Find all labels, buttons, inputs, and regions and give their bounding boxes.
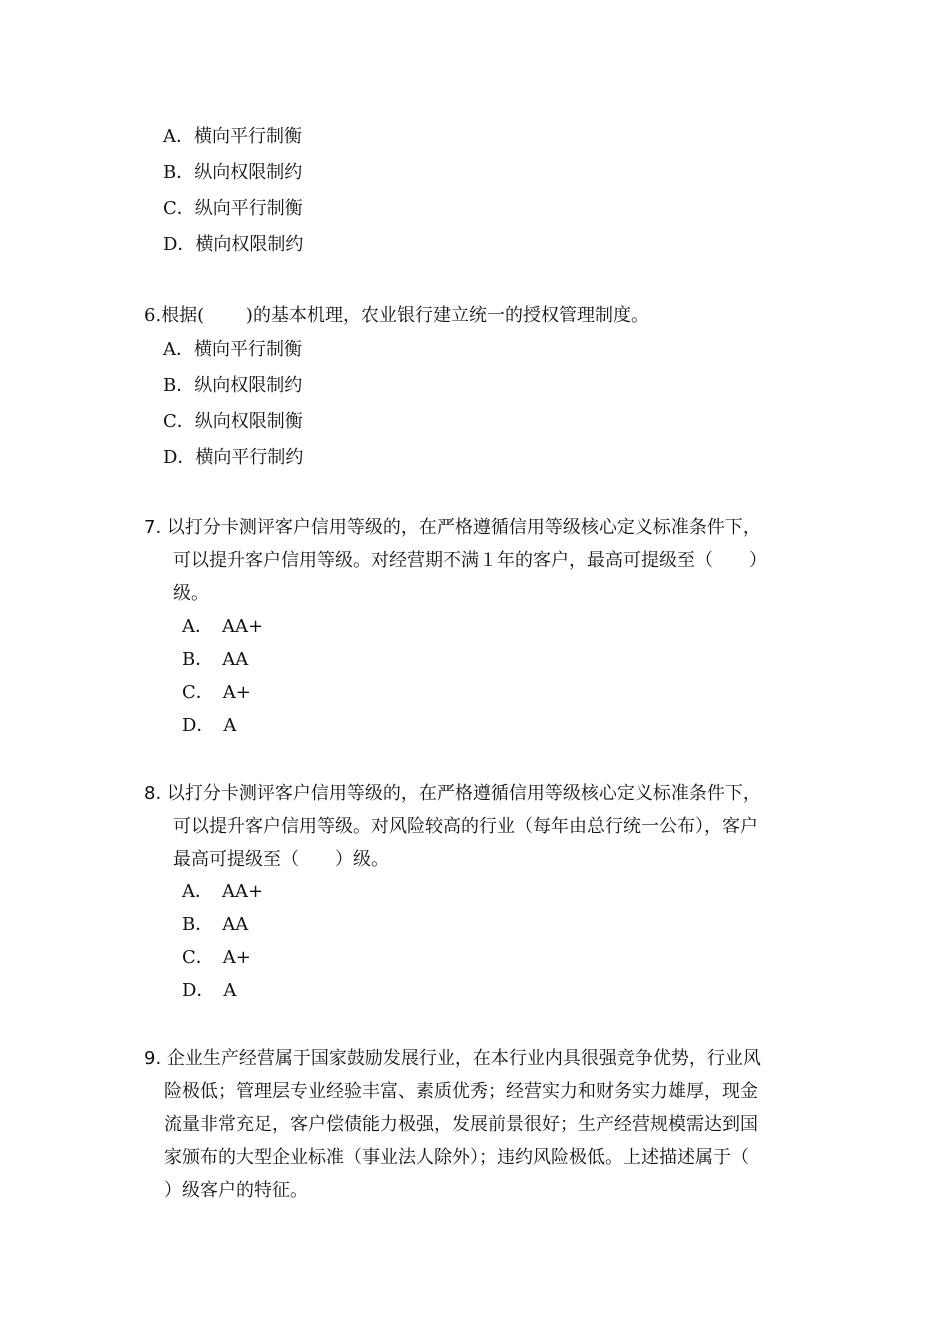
option-a: A． AA+ bbox=[182, 616, 264, 637]
option-a: A．横向平行制衡 bbox=[163, 339, 302, 360]
question-stem-line: 可以提升客户信用等级。对风险较高的行业（每年由总行统一公布），客户 bbox=[173, 816, 758, 837]
option-a: A．横向平行制衡 bbox=[163, 126, 302, 147]
option-a: A． AA+ bbox=[182, 881, 264, 902]
question-stem-line: 级。 bbox=[173, 583, 209, 604]
option-b: B．纵向权限制约 bbox=[163, 375, 303, 396]
option-d: D．横向平行制约 bbox=[163, 447, 304, 468]
question-stem-line: 流量非常充足，客户偿债能力极强，发展前景很好；生产经营规模需达到国 bbox=[164, 1114, 758, 1135]
question-stem-line: 9. 企业生产经营属于国家鼓励发展行业，在本行业内具很强竞争优势，行业风 bbox=[144, 1048, 761, 1069]
option-b: B． AA bbox=[182, 649, 249, 670]
question-stem: 6.根据( )的基本机理，农业银行建立统一的授权管理制度。 bbox=[144, 305, 649, 326]
option-c: C．纵向平行制衡 bbox=[163, 198, 303, 219]
question-stem-line: 7. 以打分卡测评客户信用等级的，在严格遵循信用等级核心定义标准条件下， bbox=[144, 517, 761, 538]
option-c: C． A+ bbox=[182, 947, 251, 968]
option-c: C． A+ bbox=[182, 682, 251, 703]
option-d: D． A bbox=[182, 980, 237, 1001]
option-d: D． A bbox=[182, 715, 237, 736]
question-stem-line: 家颁布的大型企业标准（事业法人除外）；违约风险极低。上述描述属于（ bbox=[164, 1147, 749, 1168]
question-stem-line: 最高可提级至（ ）级。 bbox=[173, 849, 389, 870]
question-stem-line: ）级客户的特征。 bbox=[164, 1180, 308, 1201]
option-d: D．横向权限制约 bbox=[163, 234, 304, 255]
question-stem-line: 8. 以打分卡测评客户信用等级的，在严格遵循信用等级核心定义标准条件下， bbox=[144, 783, 761, 804]
option-b: B．纵向权限制约 bbox=[163, 162, 303, 183]
option-c: C．纵向权限制衡 bbox=[163, 411, 303, 432]
option-b: B． AA bbox=[182, 914, 249, 935]
question-stem-line: 可以提升客户信用等级。对经营期不满１年的客户，最高可提级至（ ） bbox=[173, 550, 767, 571]
question-stem-line: 险极低；管理层专业经验丰富、素质优秀；经营实力和财务实力雄厚，现金 bbox=[164, 1081, 758, 1102]
